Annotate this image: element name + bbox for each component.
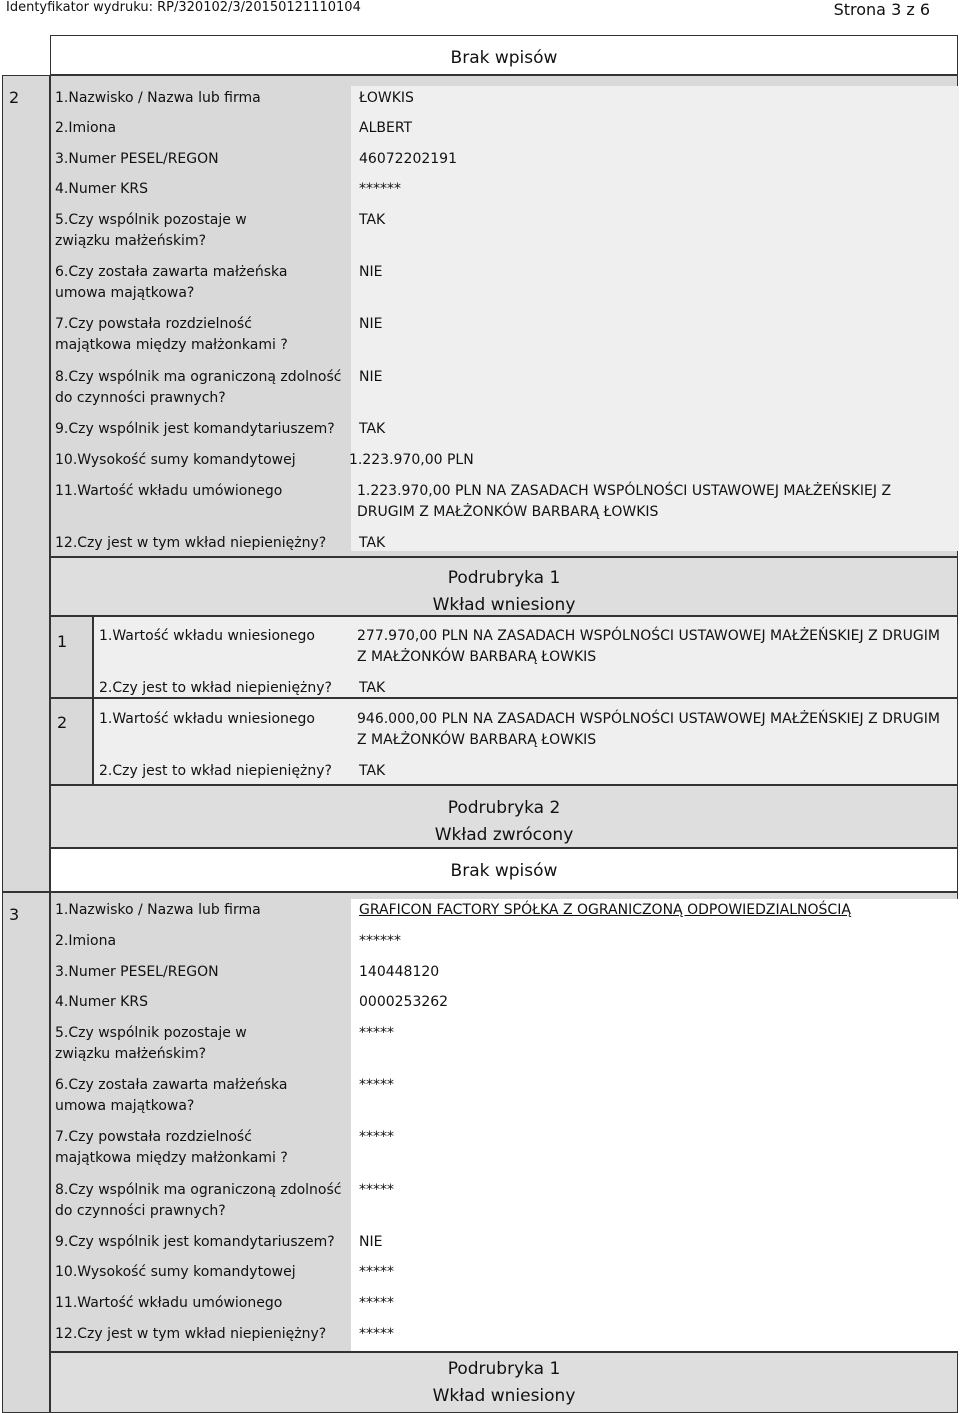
partner-3-panel [50,892,958,1352]
contribution-index: 1 [57,632,68,651]
field-label: 12.Czy jest w tym wkład niepieniężny? [55,535,327,551]
partner-index-cell [2,75,50,892]
field-value: GRAFICON FACTORY SPÓŁKA Z OGRANICZONĄ ODPOWIEDZIALNOŚCIĄ [359,902,851,918]
field-label: 10.Wysokość sumy komandytowej [55,1264,296,1280]
field-label: 7.Czy powstała rozdzielność majątkowa między małżonkami ? [55,316,288,353]
subsection-header [50,1352,958,1413]
print-header [0,0,960,19]
field-label: 12.Czy jest w tym wkład niepieniężny? [55,1326,327,1342]
field-label: 9.Czy wspólnik jest komandytariuszem? [55,421,335,437]
field-value: ***** [359,1077,394,1093]
field-label: 8.Czy wspólnik ma ograniczoną zdolność do czynności prawnych? [55,1182,342,1219]
page-number: Strona 3 z 6 [833,0,930,19]
partner-index-cell [2,892,50,1413]
field-value: NIE [359,369,383,385]
field-label: 6.Czy została zawarta małżeńska umowa majątkowa? [55,1077,288,1114]
contribution-index: 2 [57,713,68,732]
no-entries-label: Brak wpisów [450,861,558,881]
field-value: NIE [359,316,383,332]
field-value: 946.000,00 PLN NA ZASADACH WSPÓLNOŚCI USTAWOWEJ MAŁŻEŃSKIEJ Z DRUGIM Z MAŁŻONKÓW BARBARĄ ŁOWKIS [357,711,940,748]
field-label: 2.Czy jest to wkład niepieniężny? [99,680,332,696]
contribution-index-cell [50,698,93,785]
field-label: 2.Imiona [55,933,117,949]
values-column-bg [351,899,959,1351]
field-label: 11.Wartość wkładu umówionego [55,483,283,499]
field-label: 1.Wartość wkładu wniesionego [99,628,315,644]
field-value: 1.223.970,00 PLN NA ZASADACH WSPÓLNOŚCI USTAWOWEJ MAŁŻEŃSKIEJ Z DRUGIM Z MAŁŻONKÓW BARBARĄ ŁOWKIS [357,483,892,520]
field-label: 6.Czy została zawarta małżeńska umowa majątkowa? [55,264,288,301]
field-label: 2.Czy jest to wkład niepieniężny? [99,763,332,779]
field-value: 0000253262 [359,994,449,1010]
field-value: 1.223.970,00 PLN [349,452,474,468]
field-label: 10.Wysokość sumy komandytowej [55,452,296,468]
field-value: 140448120 [359,964,440,980]
subsection-subtitle: Wkład zwrócony [434,825,574,845]
subsection-title: Podrubryka 1 [447,568,561,588]
field-value: NIE [359,264,383,280]
field-value: ****** [359,933,401,949]
contribution-index-cell [50,616,93,698]
field-label: 8.Czy wspólnik ma ograniczoną zdolność do czynności prawnych? [55,369,342,406]
field-value: 46072202191 [359,151,457,167]
field-label: 11.Wartość wkładu umówionego [55,1295,283,1311]
field-value: TAK [359,680,386,696]
subsection-header [50,557,958,616]
field-label: 1.Nazwisko / Nazwa lub firma [55,90,261,106]
field-value: ***** [359,1264,394,1280]
field-value: TAK [359,763,386,779]
field-label: 3.Numer PESEL/REGON [55,151,219,167]
subsection-title: Podrubryka 1 [447,1359,561,1379]
field-value: TAK [359,535,386,551]
field-value: ŁOWKIS [359,90,414,106]
subsection-header [50,785,958,848]
field-label: 4.Numer KRS [55,994,148,1010]
field-value: ***** [359,1182,394,1198]
field-label: 4.Numer KRS [55,181,148,197]
field-value: ALBERT [359,120,413,136]
field-value: TAK [359,421,386,437]
field-label: 5.Czy wspólnik pozostaje w związku małżeńskim? [55,212,247,249]
field-value: ***** [359,1326,394,1342]
subsection-subtitle: Wkład wniesiony [432,1386,576,1406]
field-label: 3.Numer PESEL/REGON [55,964,219,980]
field-value: ***** [359,1129,394,1145]
field-label: 2.Imiona [55,120,117,136]
empty-section-top [50,35,958,75]
field-value: TAK [359,212,386,228]
field-label: 1.Nazwisko / Nazwa lub firma [55,902,261,918]
field-label: 5.Czy wspólnik pozostaje w związku małżeńskim? [55,1025,247,1062]
field-label: 7.Czy powstała rozdzielność majątkowa między małżonkami ? [55,1129,288,1166]
subsection-subtitle: Wkład wniesiony [432,595,576,615]
empty-subsection [50,848,958,892]
field-value: ***** [359,1295,394,1311]
field-label: 1.Wartość wkładu wniesionego [99,711,315,727]
field-label: 9.Czy wspólnik jest komandytariuszem? [55,1234,335,1250]
no-entries-label: Brak wpisów [450,48,558,68]
subsection-title: Podrubryka 2 [447,798,561,818]
field-value: 277.970,00 PLN NA ZASADACH WSPÓLNOŚCI USTAWOWEJ MAŁŻEŃSKIEJ Z DRUGIM Z MAŁŻONKÓW BARBARĄ ŁOWKIS [357,628,940,665]
print-identifier: Identyfikator wydruku: RP/320102/3/20150121110104 [6,0,361,15]
partner-index: 3 [9,905,20,924]
field-value: ***** [359,1025,394,1041]
partner-index: 2 [9,88,20,107]
field-value: ****** [359,181,401,197]
field-value: NIE [359,1234,383,1250]
